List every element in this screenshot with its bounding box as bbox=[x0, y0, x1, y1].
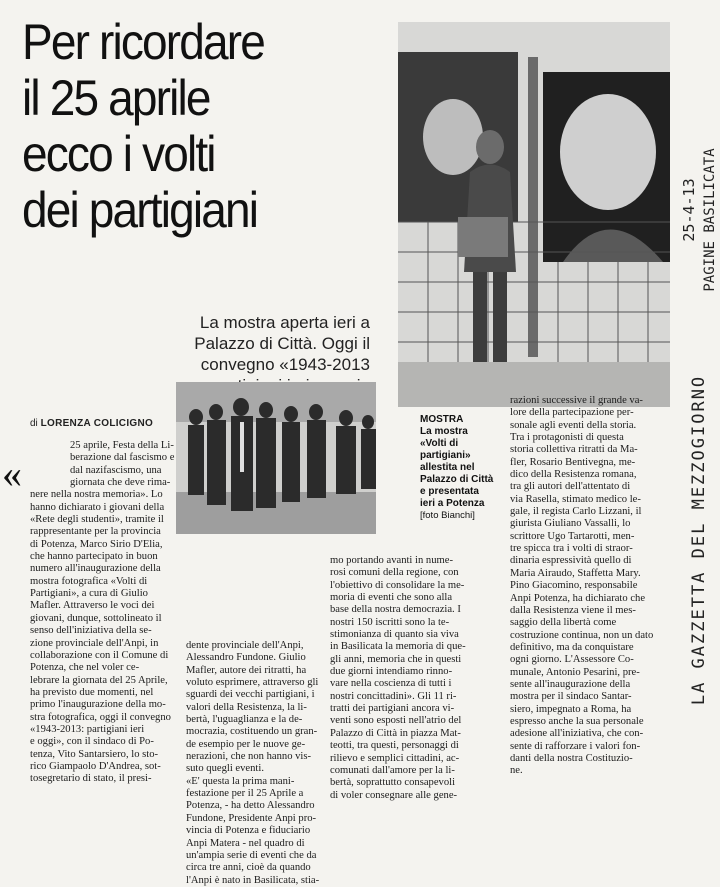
caption-line: La mostra bbox=[420, 426, 468, 437]
byline bbox=[30, 418, 153, 429]
body-text-line: fler, Rosario Bentivegna, me- bbox=[510, 456, 636, 468]
body-text-line: espresso anche la sua personale bbox=[510, 715, 644, 727]
body-text-line: nere nella nostra memoria». Lo bbox=[30, 489, 163, 501]
body-text-line: mostra per il sindaco Santar- bbox=[510, 691, 632, 703]
body-text-line: «Rete degli studenti», tramite il bbox=[30, 514, 164, 526]
body-text-line: lebrare la giornata del 25 Aprile, bbox=[30, 674, 168, 686]
deck-line: Palazzo di Città. Oggi il bbox=[194, 334, 370, 353]
body-text-line: bertà, l'uguaglianza e la de- bbox=[186, 714, 303, 726]
body-text-line: storia collettiva ritratti da Ma- bbox=[510, 444, 638, 456]
body-text-line: mo portando avanti in nume- bbox=[330, 555, 453, 566]
body-text-line: «E' questa la prima mani- bbox=[186, 775, 295, 787]
body-text-line: gli anni, memoria che in questi bbox=[330, 653, 462, 665]
body-text-line: Maria Airaudo, Staffetta Mary. bbox=[510, 567, 641, 579]
body-text-line: Anpi Potenza, ha dichiarato che bbox=[510, 592, 646, 604]
body-text-line: scrittore Ugo Tartarotti, men- bbox=[510, 530, 635, 542]
handwritten-section: PAGINE BASILICATA bbox=[702, 148, 718, 292]
photo-caption bbox=[420, 414, 510, 522]
body-text-line: un'ampia serie di eventi che da bbox=[186, 849, 317, 861]
body-text-line: berazione dal fascismo e bbox=[70, 452, 175, 464]
body-text-line: mostra fotografica «Volti di bbox=[30, 575, 148, 587]
body-text-line: via Rasella, stimato medico le- bbox=[510, 493, 641, 505]
body-text-line: dalla Resistenza viene il mes- bbox=[510, 604, 636, 616]
body-text-line: dal nazifascismo, una bbox=[70, 464, 162, 476]
headline-line: dei partigiani bbox=[22, 182, 258, 238]
body-text-line: Anpi Matera - nel quadro di bbox=[186, 837, 305, 849]
body-text-line: rosi comuni della regione, con bbox=[330, 567, 459, 579]
body-text-line: Potenza, - ha detto Alessandro bbox=[186, 800, 315, 812]
body-text-line: Partigiani», a cura di Giulio bbox=[30, 588, 148, 600]
body-text-line: numero all'inaugurazione della bbox=[30, 563, 161, 575]
inauguration-photo bbox=[176, 382, 376, 534]
body-text-line: vincia di Potenza e fiduciario bbox=[186, 825, 311, 837]
body-text-line: de esempio per le nuove ge- bbox=[186, 738, 306, 750]
body-text-line: nerazioni, che non hanno vis- bbox=[186, 751, 312, 763]
body-text-line: vare nella coscienza di tutti i bbox=[330, 678, 452, 690]
caption-line: «Volti di bbox=[420, 438, 459, 449]
body-text-line: tosegretario di stato, il presi- bbox=[30, 773, 152, 785]
body-text-line: nostri concittadini». Gli 11 ri- bbox=[330, 690, 457, 702]
body-text-line: Mafler, autore dei ritratti, ha bbox=[186, 664, 307, 676]
body-text-line: ne. bbox=[510, 765, 523, 777]
quote-mark-icon: « bbox=[2, 451, 22, 496]
byline-prefix: di bbox=[30, 418, 38, 429]
body-text-line: comunati dall'amore per la li- bbox=[330, 764, 455, 776]
body-text-line: rico Giampaolo D'Andrea, sot- bbox=[30, 760, 161, 772]
body-text-line: festazione per il 25 Aprile a bbox=[186, 788, 304, 800]
body-text-line: hanno dichiarato i giovani della bbox=[30, 501, 165, 513]
body-text-line: mocrazia, costituendo un gran- bbox=[186, 726, 318, 738]
body-text-line: suto quegli eventi. bbox=[186, 763, 264, 775]
caption-line: e presentata bbox=[420, 486, 479, 497]
body-text-line: zione provinciale dell'Anpi, in bbox=[30, 637, 159, 649]
body-text-line: teotti, tra questi, personaggi di bbox=[330, 740, 459, 752]
body-text-line: di Potenza, Marco Sirio D'Elia, bbox=[30, 538, 163, 550]
body-text-line: 25 aprile, Festa della Li- bbox=[70, 440, 174, 451]
body-text-line: Mafler. Attraverso le voci dei bbox=[30, 600, 155, 612]
body-text-line: in Basilicata la memoria di que- bbox=[330, 641, 466, 653]
body-text-line: Alessandro Fundone. Giulio bbox=[186, 652, 306, 664]
body-text-line: circa tre anni, cioè da quando bbox=[186, 862, 311, 874]
body-text-line: razioni successive il grande va- bbox=[510, 395, 643, 406]
article-column-3 bbox=[330, 555, 506, 802]
caption-line: partigiani» bbox=[420, 450, 471, 461]
body-text-line: dente provinciale dell'Anpi, bbox=[186, 640, 304, 651]
body-text-line: giornata che deve rima- bbox=[70, 477, 171, 489]
body-text-line: gale, il regista Carlo Lizzani, il bbox=[510, 506, 642, 518]
body-text-line: costruzione continua, non un dato bbox=[510, 629, 654, 641]
body-text-line: dinaria espressività quello di bbox=[510, 555, 632, 567]
headline-line: il 25 aprile bbox=[22, 70, 210, 126]
body-text-line: «1943-2013: partigiani ieri bbox=[30, 723, 145, 735]
body-text-line: sonale agli eventi della storia. bbox=[510, 419, 637, 431]
deck-line: La mostra aperta ieri a bbox=[199, 313, 370, 332]
body-text-line: giovani, dunque, sottolineato il bbox=[30, 612, 162, 624]
body-text-line: voluto esprimere, attraverso gli bbox=[186, 677, 319, 689]
byline-author: LORENZA COLICIGNO bbox=[40, 418, 154, 429]
body-text-line: di voler consegnare alle gene- bbox=[330, 789, 458, 801]
headline-line: ecco i volti bbox=[22, 126, 215, 182]
caption-line: Palazzo di Città bbox=[420, 474, 494, 485]
body-text-line: tenza, Vito Santarsiero, lo sto- bbox=[30, 748, 159, 760]
article-column-1 bbox=[2, 440, 178, 786]
body-text-line: tre spicca tra i volti di straor- bbox=[510, 543, 633, 555]
body-text-line: definitivo, ma da conquistare bbox=[510, 641, 634, 653]
body-text-line: munale, Antonio Pesarini, pre- bbox=[510, 666, 640, 678]
body-text-line: rappresentante per la provincia bbox=[30, 526, 161, 538]
body-text-line: l'obiettivo di consolidare la me- bbox=[330, 579, 465, 591]
body-text-line: due giorni intendiamo rinno- bbox=[330, 666, 453, 678]
deck-line: convegno «1943-2013 bbox=[200, 355, 370, 374]
body-text-line: tra gli autori dell'attentato di bbox=[510, 481, 631, 493]
body-text-line: base della nostra democrazia. I bbox=[330, 604, 461, 616]
body-text-line: tratti dei partigiani ancora vi- bbox=[330, 703, 455, 715]
body-text-line: moria di eventi che sono alla bbox=[330, 592, 453, 604]
body-text-line: Fundone, Presidente Anpi pro- bbox=[186, 812, 317, 824]
body-text-line: lore della partecipazione per- bbox=[510, 407, 634, 419]
body-text-line: rilievo e semplici cittadini, ac- bbox=[330, 752, 460, 764]
body-text-line: dico della Resistenza romana, bbox=[510, 469, 637, 481]
body-text-line: stimonianza di quanto sia viva bbox=[330, 629, 459, 641]
caption-line: allestita nel bbox=[420, 462, 475, 473]
body-text-line: bertà, soprattutto consapevoli bbox=[330, 777, 456, 789]
headline bbox=[22, 14, 353, 238]
body-text-line: e oggi», con il sindaco di Po- bbox=[30, 736, 154, 748]
body-text-line: primo l'inaugurazione della mo- bbox=[30, 699, 166, 711]
body-text-line: venti sono esposti nell'atrio del bbox=[330, 715, 462, 727]
body-text-line: siero, impegnato a Roma, ha bbox=[510, 703, 632, 715]
handwritten-date: 25-4-13 bbox=[680, 178, 698, 242]
body-text-line: nostri 150 iscritti sono la te- bbox=[330, 616, 450, 628]
exhibition-photo bbox=[398, 22, 670, 407]
body-text-line: sente all'inaugurazione della bbox=[510, 678, 631, 690]
body-text-line: Potenza, che nel voler ce- bbox=[30, 662, 140, 674]
body-text-line: l'Anpi è nato in Basilicata, stia- bbox=[186, 874, 320, 886]
handwritten-source-note bbox=[680, 100, 720, 800]
body-text-line: stra fotografica, oggi il convegno bbox=[30, 711, 171, 723]
body-text-line: sguardi dei vecchi partigiani, i bbox=[186, 689, 315, 701]
body-text-line: Pino Giacomino, responsabile bbox=[510, 580, 638, 592]
caption-kicker: MOSTRA bbox=[420, 414, 464, 425]
body-text-line: ogni giorno. L'Assessore Co- bbox=[510, 654, 634, 666]
body-text-line: che hanno partecipato in buon bbox=[30, 551, 158, 563]
body-text-line: senso dell'iniziativa della se- bbox=[30, 625, 152, 637]
body-text-line: danti della nostra Costituzio- bbox=[510, 752, 633, 764]
body-text-line: sente di rafforzare i valori fon- bbox=[510, 740, 641, 752]
article-column-2 bbox=[186, 640, 326, 887]
body-text-line: collaborazione con il Comune di bbox=[30, 649, 169, 661]
headline-line: Per ricordare bbox=[22, 14, 264, 70]
body-text-line: giurista Giuliano Vassalli, lo bbox=[510, 518, 631, 530]
body-text-line: Palazzo di Città in piazza Mat- bbox=[330, 727, 461, 739]
body-text-line: Tra i protagonisti di questa bbox=[510, 432, 624, 444]
caption-line: ieri a Potenza bbox=[420, 498, 485, 509]
body-text-line: adesione all'iniziativa, che con- bbox=[510, 728, 644, 740]
body-text-line: ha previsto due momenti, nel bbox=[30, 686, 154, 698]
article-column-4 bbox=[510, 395, 678, 778]
photo-credit: [foto Bianchi] bbox=[420, 510, 475, 521]
body-text-line: valori della Resistenza, la li- bbox=[186, 701, 307, 713]
handwritten-newspaper: LA GAZZETTA DEL MEZZOGIORNO bbox=[689, 374, 709, 706]
body-text-line: saggio della libertà come bbox=[510, 617, 617, 629]
